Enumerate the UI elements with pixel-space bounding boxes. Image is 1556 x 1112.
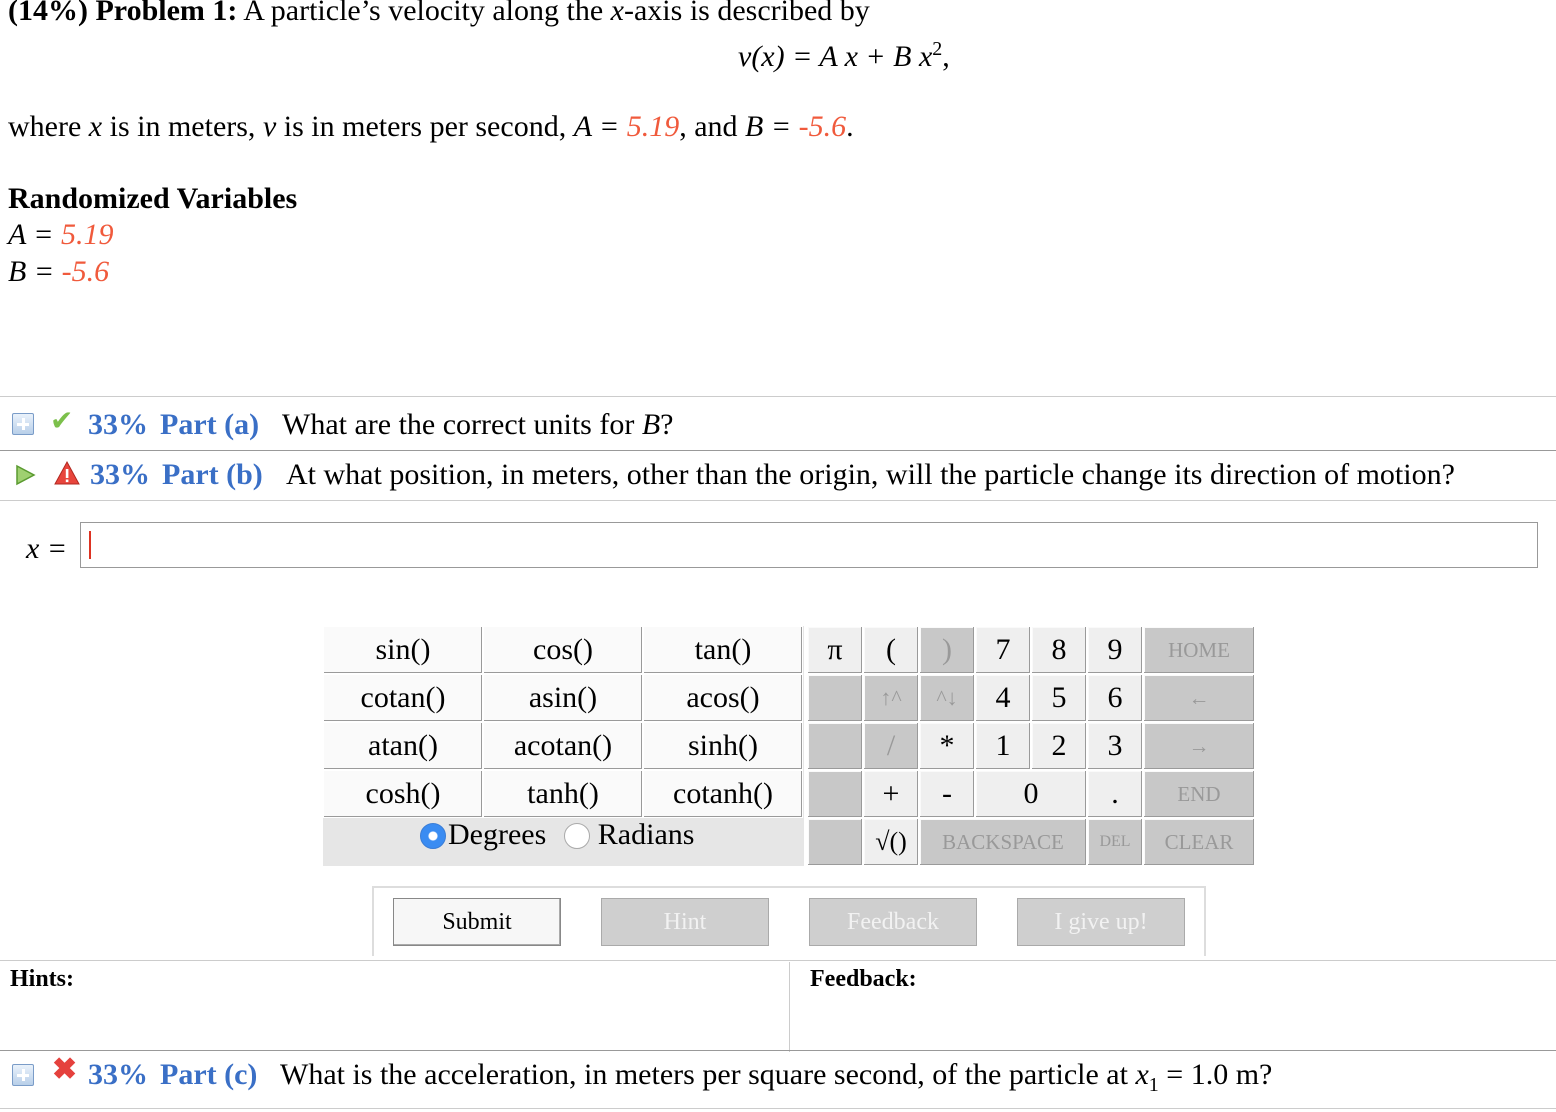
key-blank bbox=[807, 818, 863, 866]
key-cosh[interactable]: cosh() bbox=[323, 770, 483, 818]
feedback-button[interactable]: Feedback bbox=[809, 898, 977, 946]
randomized-var-a bbox=[8, 218, 114, 252]
divider bbox=[0, 1108, 1556, 1109]
where-x: x bbox=[88, 110, 103, 143]
part-a-name: Part (a) bbox=[160, 408, 260, 441]
give-up-button[interactable]: I give up! bbox=[1017, 898, 1185, 946]
where-a-label: A = bbox=[573, 110, 620, 143]
key-8[interactable]: 8 bbox=[1031, 626, 1087, 674]
key-pi[interactable]: π bbox=[807, 626, 863, 674]
key-asin[interactable]: asin() bbox=[483, 674, 643, 722]
part-c-q-sub: 1 bbox=[1148, 1074, 1159, 1096]
key-backspace[interactable]: BACKSPACE bbox=[919, 818, 1087, 866]
key-blank bbox=[807, 674, 863, 722]
part-a-question bbox=[282, 408, 673, 442]
velocity-equation bbox=[738, 38, 950, 74]
divider bbox=[0, 450, 1556, 451]
angle-mode bbox=[420, 818, 694, 852]
equation-body: v(x) = A x + B x bbox=[738, 40, 933, 73]
hints-label: Hints: bbox=[10, 966, 75, 992]
where-b-value: -5.6 bbox=[798, 110, 847, 143]
key-7[interactable]: 7 bbox=[975, 626, 1031, 674]
key-up-caret[interactable]: ↑^ bbox=[863, 674, 919, 722]
key-caret-down[interactable]: ^↓ bbox=[919, 674, 975, 722]
part-c-row[interactable] bbox=[0, 1053, 1556, 1102]
divider bbox=[0, 500, 1556, 501]
rv-a-value: 5.19 bbox=[61, 218, 114, 251]
key-blank bbox=[807, 722, 863, 770]
play-triangle-icon[interactable] bbox=[14, 464, 36, 486]
feedback-label: Feedback: bbox=[810, 966, 917, 992]
degrees-radio[interactable] bbox=[420, 823, 446, 849]
key-5[interactable]: 5 bbox=[1031, 674, 1087, 722]
part-c-question bbox=[280, 1058, 1272, 1097]
key-close-paren[interactable]: ) bbox=[919, 626, 975, 674]
key-cotan[interactable]: cotan() bbox=[323, 674, 483, 722]
key-acos[interactable]: acos() bbox=[643, 674, 803, 722]
part-a-pct: 33% bbox=[88, 408, 148, 441]
key-cos[interactable]: cos() bbox=[483, 626, 643, 674]
key-clear[interactable]: CLEAR bbox=[1143, 818, 1255, 866]
problem-weight: (14%) bbox=[8, 0, 88, 27]
part-a-q-var: B bbox=[641, 408, 661, 441]
key-acotan[interactable]: acotan() bbox=[483, 722, 643, 770]
key-tanh[interactable]: tanh() bbox=[483, 770, 643, 818]
key-decimal[interactable]: . bbox=[1087, 770, 1143, 818]
key-multiply[interactable]: * bbox=[919, 722, 975, 770]
key-0[interactable]: 0 bbox=[975, 770, 1087, 818]
randomized-var-b bbox=[8, 255, 109, 289]
where-and: , and bbox=[679, 110, 738, 143]
key-blank bbox=[807, 770, 863, 818]
rv-b-value: -5.6 bbox=[61, 255, 110, 288]
where-end: . bbox=[846, 110, 854, 143]
where-meters: is in meters, bbox=[109, 110, 256, 143]
variable-definitions bbox=[8, 110, 854, 144]
part-c-pct: 33% bbox=[88, 1058, 148, 1091]
rv-b-label: B = bbox=[8, 255, 55, 288]
key-2[interactable]: 2 bbox=[1031, 722, 1087, 770]
answer-input[interactable] bbox=[80, 522, 1538, 568]
text-caret bbox=[89, 531, 91, 559]
part-b-pct: 33% bbox=[90, 458, 150, 491]
key-del[interactable]: DEL bbox=[1087, 818, 1143, 866]
part-c-q-text: What is the acceleration, in meters per square second, of the particle at bbox=[280, 1058, 1128, 1091]
problem-intro: A particle’s velocity along the bbox=[243, 0, 604, 27]
check-icon: ✔ bbox=[50, 406, 74, 437]
key-tan[interactable]: tan() bbox=[643, 626, 803, 674]
key-minus[interactable]: - bbox=[919, 770, 975, 818]
part-c-name: Part (c) bbox=[160, 1058, 258, 1091]
key-right-arrow[interactable]: → bbox=[1143, 722, 1255, 770]
key-9[interactable]: 9 bbox=[1087, 626, 1143, 674]
key-atan[interactable]: atan() bbox=[323, 722, 483, 770]
where-a-value: 5.19 bbox=[626, 110, 680, 143]
problem-intro-end: -axis is described by bbox=[624, 0, 870, 27]
degrees-label[interactable]: Degrees bbox=[448, 818, 547, 851]
key-home[interactable]: HOME bbox=[1143, 626, 1255, 674]
randomized-variables-title: Randomized Variables bbox=[8, 182, 298, 215]
part-c-q-var: x bbox=[1135, 1058, 1149, 1091]
divider bbox=[789, 962, 790, 1052]
key-sinh[interactable]: sinh() bbox=[643, 722, 803, 770]
key-plus[interactable]: + bbox=[863, 770, 919, 818]
key-open-paren[interactable]: ( bbox=[863, 626, 919, 674]
hint-button[interactable]: Hint bbox=[601, 898, 769, 946]
wrong-x-icon: ✖ bbox=[52, 1053, 78, 1086]
key-sin[interactable]: sin() bbox=[323, 626, 483, 674]
radians-label[interactable]: Radians bbox=[597, 818, 695, 851]
problem-intro-x: x bbox=[610, 0, 624, 27]
problem-label: Problem 1: bbox=[95, 0, 238, 27]
key-cotanh[interactable]: cotanh() bbox=[643, 770, 803, 818]
problem-header bbox=[8, 0, 870, 28]
key-4[interactable]: 4 bbox=[975, 674, 1031, 722]
part-a-row[interactable] bbox=[0, 408, 1556, 448]
where-b-label: B = bbox=[745, 110, 792, 143]
key-6[interactable]: 6 bbox=[1087, 674, 1143, 722]
where-text: where bbox=[8, 110, 82, 143]
key-1[interactable]: 1 bbox=[975, 722, 1031, 770]
part-b-row[interactable] bbox=[0, 458, 1556, 498]
submit-button[interactable]: Submit bbox=[393, 898, 561, 946]
where-mps: is in meters per second, bbox=[283, 110, 567, 143]
part-b-question: At what position, in meters, other than the origin, will the particle change its direction of motion? bbox=[286, 458, 1455, 491]
divider bbox=[0, 396, 1556, 397]
part-a-q-text: What are the correct units for bbox=[282, 408, 635, 441]
divider bbox=[0, 960, 1556, 961]
expand-plus-icon[interactable] bbox=[12, 1064, 34, 1086]
radians-radio[interactable] bbox=[564, 823, 590, 849]
part-a-q-end: ? bbox=[660, 408, 674, 441]
key-left-arrow[interactable]: ← bbox=[1143, 674, 1255, 722]
key-sqrt[interactable]: √() bbox=[863, 818, 919, 866]
equation-tail: , bbox=[942, 40, 950, 73]
where-v: v bbox=[262, 110, 277, 143]
key-end[interactable]: END bbox=[1143, 770, 1255, 818]
part-c-q-end: = 1.0 m? bbox=[1166, 1058, 1273, 1091]
equation-exponent: 2 bbox=[932, 38, 943, 60]
rv-a-label: A = bbox=[8, 218, 54, 251]
part-b-name: Part (b) bbox=[162, 458, 263, 491]
answer-label: x = bbox=[26, 532, 68, 565]
key-3[interactable]: 3 bbox=[1087, 722, 1143, 770]
warning-icon bbox=[54, 460, 80, 486]
key-slash[interactable]: / bbox=[863, 722, 919, 770]
expand-plus-icon[interactable] bbox=[12, 413, 34, 435]
divider bbox=[0, 1050, 1556, 1051]
